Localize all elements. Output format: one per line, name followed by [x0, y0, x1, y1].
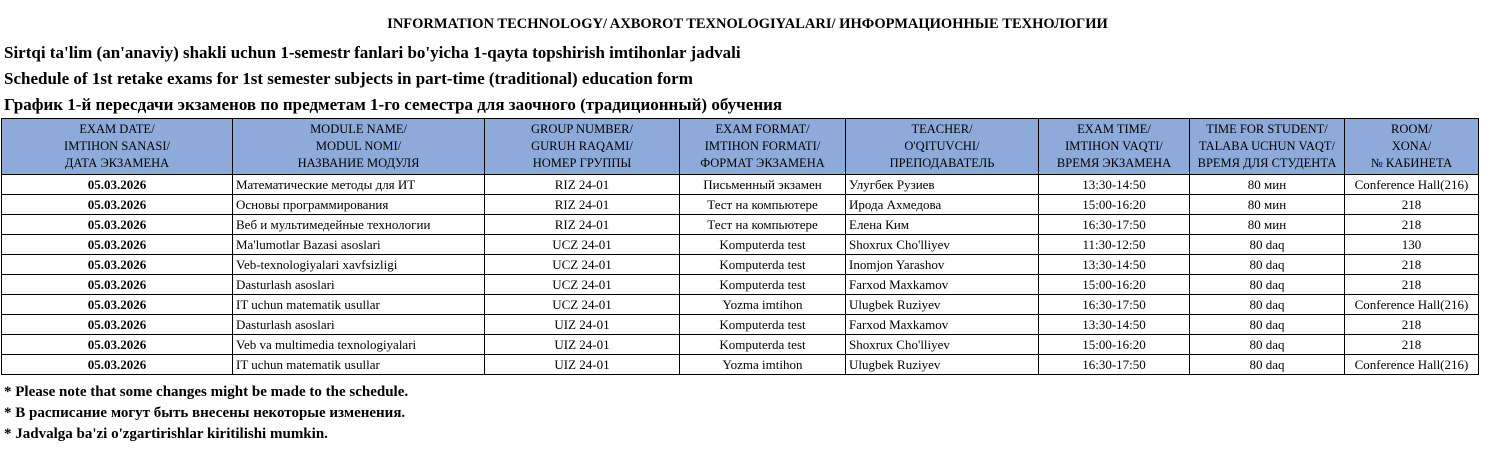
- header-exam-date: [2, 119, 233, 175]
- cell-time-for-student: 80 daq: [1190, 275, 1345, 295]
- header-line: GROUP NUMBER/: [531, 122, 633, 136]
- header-line: EXAM FORMAT/: [715, 122, 810, 136]
- header-exam-time: [1039, 119, 1190, 175]
- cell-group-number: UIZ 24-01: [485, 315, 680, 335]
- cell-room: 218: [1345, 195, 1479, 215]
- table-row: [2, 175, 1479, 195]
- cell-teacher: Ulugbek Ruziyev: [846, 355, 1039, 375]
- cell-group-number: UCZ 24-01: [485, 275, 680, 295]
- header-line: XONA/: [1391, 139, 1432, 153]
- header-line: IMTIHON FORMATI/: [704, 139, 821, 153]
- table-row: [2, 335, 1479, 355]
- cell-group-number: RIZ 24-01: [485, 195, 680, 215]
- header-line: НАЗВАНИЕ МОДУЛЯ: [297, 156, 420, 170]
- cell-time-for-student: 80 daq: [1190, 235, 1345, 255]
- header-line: TEACHER/: [911, 122, 973, 136]
- header-line: НОМЕР ГРУППЫ: [532, 156, 632, 170]
- cell-exam-time: 13:30-14:50: [1039, 175, 1190, 195]
- cell-time-for-student: 80 daq: [1190, 355, 1345, 375]
- cell-exam-format: Тест на компьютере: [680, 195, 846, 215]
- table-row: [2, 295, 1479, 315]
- header-line: IMTIHON SANASI/: [64, 139, 170, 153]
- header-line: ROOM/: [1391, 122, 1432, 136]
- cell-time-for-student: 80 daq: [1190, 295, 1345, 315]
- subtitle-en: Schedule of 1st retake exams for 1st semester subjects in part-time (traditional) education form: [4, 69, 693, 88]
- cell-room: 218: [1345, 335, 1479, 355]
- cell-teacher: Farxod Maxkamov: [846, 315, 1039, 335]
- table-row: [2, 235, 1479, 255]
- header-line: TALABA UCHUN VAQT/: [1198, 139, 1336, 153]
- table-row: [2, 255, 1479, 275]
- header-line: ПРЕПОДАВАТЕЛЬ: [889, 156, 995, 170]
- cell-time-for-student: 80 daq: [1190, 255, 1345, 275]
- header-group-number: [485, 119, 680, 175]
- cell-module-name: IT uchun matematik usullar: [233, 295, 485, 315]
- cell-module-name: Веб и мультимедейные технологии: [233, 215, 485, 235]
- cell-exam-format: Komputerda test: [680, 275, 846, 295]
- header-exam-format: [680, 119, 846, 175]
- cell-group-number: RIZ 24-01: [485, 175, 680, 195]
- exam-schedule-table: [1, 118, 1479, 375]
- cell-module-name: Основы программирования: [233, 195, 485, 215]
- cell-exam-date: 05.03.2026: [2, 175, 233, 195]
- header-line: ФОРМАТ ЭКЗАМЕНА: [700, 156, 825, 170]
- cell-time-for-student: 80 мин: [1190, 215, 1345, 235]
- cell-group-number: UIZ 24-01: [485, 355, 680, 375]
- cell-exam-time: 16:30-17:50: [1039, 355, 1190, 375]
- table-row: [2, 215, 1479, 235]
- header-line: GURUH RAQAMI/: [531, 139, 633, 153]
- note-ru: * В расписание могут быть внесены некоторые изменения.: [4, 405, 406, 421]
- cell-exam-format: Komputerda test: [680, 315, 846, 335]
- cell-exam-date: 05.03.2026: [2, 355, 233, 375]
- cell-module-name: Veb-texnologiyalari xavfsizligi: [233, 255, 485, 275]
- cell-exam-time: 15:00-16:20: [1039, 195, 1190, 215]
- cell-group-number: UCZ 24-01: [485, 235, 680, 255]
- cell-module-name: IT uchun matematik usullar: [233, 355, 485, 375]
- cell-exam-date: 05.03.2026: [2, 335, 233, 355]
- cell-exam-format: Komputerda test: [680, 235, 846, 255]
- header-teacher: [846, 119, 1039, 175]
- header-line: O'QITUVCHI/: [904, 139, 980, 153]
- cell-module-name: Ma'lumotlar Bazasi asoslari: [233, 235, 485, 255]
- cell-exam-date: 05.03.2026: [2, 235, 233, 255]
- cell-exam-format: Письменный экзамен: [680, 175, 846, 195]
- header-line: MODUL NOMI/: [315, 139, 402, 153]
- table-row: [2, 315, 1479, 335]
- table-row: [2, 275, 1479, 295]
- cell-exam-format: Тест на компьютере: [680, 215, 846, 235]
- table-row: [2, 195, 1479, 215]
- cell-time-for-student: 80 мин: [1190, 175, 1345, 195]
- cell-room: 218: [1345, 255, 1479, 275]
- cell-teacher: Shoxrux Cho'lliyev: [846, 235, 1039, 255]
- cell-exam-time: 16:30-17:50: [1039, 215, 1190, 235]
- subtitle-ru: График 1-й пересдачи экзаменов по предметам 1-го семестра для заочного (традиционный) обучения: [4, 95, 783, 114]
- cell-teacher: Улугбек Рузиев: [846, 175, 1039, 195]
- cell-teacher: Ulugbek Ruziyev: [846, 295, 1039, 315]
- cell-teacher: Farxod Maxkamov: [846, 275, 1039, 295]
- header-line: TIME FOR STUDENT/: [1206, 122, 1328, 136]
- header-line: MODULE NAME/: [310, 122, 407, 136]
- table-row: [2, 355, 1479, 375]
- cell-module-name: Математические методы для ИТ: [233, 175, 485, 195]
- cell-teacher: Елена Ким: [846, 215, 1039, 235]
- cell-exam-date: 05.03.2026: [2, 195, 233, 215]
- header-line: IMTIHON VAQTI/: [1065, 139, 1163, 153]
- cell-group-number: UCZ 24-01: [485, 255, 680, 275]
- cell-exam-time: 15:00-16:20: [1039, 335, 1190, 355]
- cell-exam-format: Komputerda test: [680, 335, 846, 355]
- cell-exam-time: 13:30-14:50: [1039, 255, 1190, 275]
- header-time-for-student: [1190, 119, 1345, 175]
- cell-group-number: UCZ 24-01: [485, 295, 680, 315]
- header-module-name: [233, 119, 485, 175]
- cell-time-for-student: 80 мин: [1190, 195, 1345, 215]
- table-body: [2, 175, 1479, 375]
- cell-module-name: Dasturlash asoslari: [233, 315, 485, 335]
- header-line: ВРЕМЯ ДЛЯ СТУДЕНТА: [1197, 156, 1337, 170]
- header-line: ДАТА ЭКЗАМЕНА: [64, 156, 170, 170]
- cell-exam-time: 13:30-14:50: [1039, 315, 1190, 335]
- cell-room: 218: [1345, 215, 1479, 235]
- cell-time-for-student: 80 daq: [1190, 335, 1345, 355]
- cell-room: 130: [1345, 235, 1479, 255]
- cell-room: Conference Hall(216): [1345, 175, 1479, 195]
- cell-room: 218: [1345, 315, 1479, 335]
- cell-exam-time: 15:00-16:20: [1039, 275, 1190, 295]
- cell-exam-date: 05.03.2026: [2, 315, 233, 335]
- cell-exam-date: 05.03.2026: [2, 275, 233, 295]
- cell-group-number: UIZ 24-01: [485, 335, 680, 355]
- header-line: EXAM DATE/: [79, 122, 155, 136]
- cell-room: Conference Hall(216): [1345, 355, 1479, 375]
- cell-teacher: Shoxrux Cho'lliyev: [846, 335, 1039, 355]
- cell-group-number: RIZ 24-01: [485, 215, 680, 235]
- subtitle-uz: Sirtqi ta'lim (an'anaviy) shakli uchun 1-semestr fanlari bo'yicha 1-qayta topshirish imtihonlar jadvali: [4, 43, 741, 62]
- cell-exam-time: 16:30-17:50: [1039, 295, 1190, 315]
- note-en: * Please note that some changes might be made to the schedule.: [4, 384, 409, 400]
- header-line: ВРЕМЯ ЭКЗАМЕНА: [1056, 156, 1172, 170]
- cell-time-for-student: 80 daq: [1190, 315, 1345, 335]
- cell-teacher: Inomjon Yarashov: [846, 255, 1039, 275]
- cell-module-name: Veb va multimedia texnologiyalari: [233, 335, 485, 355]
- table-header-row: [2, 119, 1479, 175]
- cell-exam-date: 05.03.2026: [2, 215, 233, 235]
- cell-exam-date: 05.03.2026: [2, 295, 233, 315]
- cell-room: Conference Hall(216): [1345, 295, 1479, 315]
- note-uz: * Jadvalga ba'zi o'zgartirishlar kiritilishi mumkin.: [4, 426, 328, 442]
- cell-exam-format: Yozma imtihon: [680, 355, 846, 375]
- header-room: [1345, 119, 1479, 175]
- page-title: INFORMATION TECHNOLOGY/ AXBOROT TEXNOLOGIYALARI/ ИНФОРМАЦИОННЫЕ ТЕХНОЛОГИИ: [387, 16, 1108, 32]
- cell-exam-format: Komputerda test: [680, 255, 846, 275]
- cell-exam-time: 11:30-12:50: [1039, 235, 1190, 255]
- header-line: № КАБИНЕТА: [1370, 156, 1453, 170]
- cell-exam-date: 05.03.2026: [2, 255, 233, 275]
- cell-room: 218: [1345, 275, 1479, 295]
- cell-teacher: Ирода Ахмедова: [846, 195, 1039, 215]
- header-line: EXAM TIME/: [1077, 122, 1151, 136]
- cell-module-name: Dasturlash asoslari: [233, 275, 485, 295]
- cell-exam-format: Yozma imtihon: [680, 295, 846, 315]
